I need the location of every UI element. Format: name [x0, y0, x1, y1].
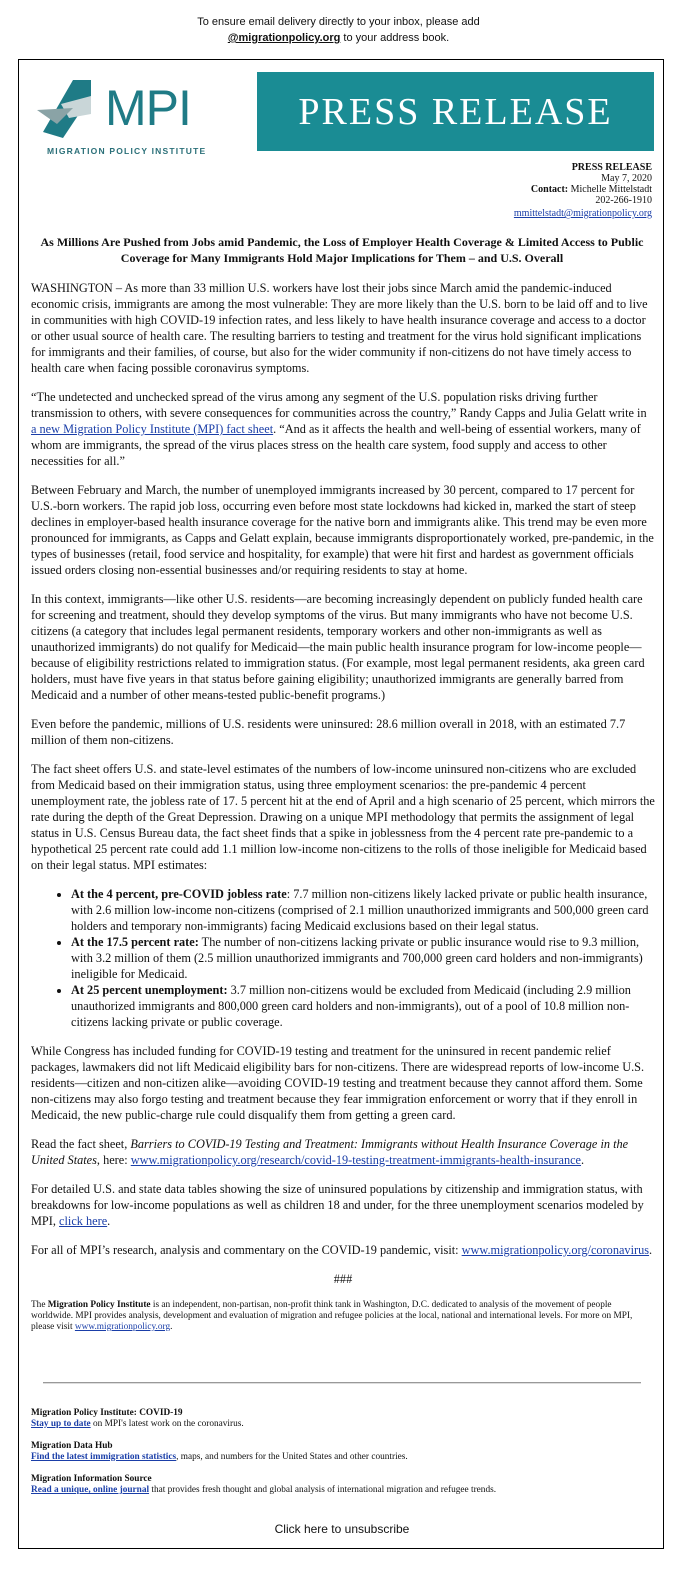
press-release-banner: PRESS RELEASE — [257, 72, 654, 151]
preheader-line2-suffix: to your address book. — [340, 32, 450, 44]
mpi-website-link[interactable]: www.migrationpolicy.org — [74, 1322, 171, 1332]
contact-email-link[interactable]: mmittelstadt@migrationpolicy.org — [513, 208, 652, 219]
mpi-logo-mark-icon — [33, 74, 103, 144]
online-journal-link[interactable]: Read a unique, online journal — [31, 1485, 150, 1495]
fact-sheet-title: Barriers to COVID-19 Testing and Treatment: Immigrants without Health Insurance Coverage in the United States — [31, 1137, 629, 1167]
email-frame — [18, 59, 664, 1549]
fact-sheet-url-link[interactable]: www.migrationpolicy.org/research/covid-19-testing-treatment-immigrants-health-insurance — [130, 1153, 582, 1167]
fact-sheet-link[interactable]: a new Migration Policy Institute (MPI) fact sheet — [31, 422, 274, 436]
end-marker: ### — [333, 1272, 353, 1286]
mpi-logo[interactable] — [33, 74, 243, 154]
estimates-list — [31, 886, 655, 1030]
paragraph: Read the fact sheet, Barriers to COVID-19 Testing and Treatment: Immigrants without Health Insurance Coverage in the United States, here: www.migrationpolicy.org/research/covid-19-testing-treatment-immigrants-health-insurance. — [31, 1137, 629, 1167]
divider — [43, 1382, 641, 1384]
immigration-statistics-link[interactable]: Find the latest immigration statistics — [31, 1452, 177, 1462]
paragraph: For detailed U.S. and state data tables showing the size of uninsured populations by citizenship and immigration status, with breakdowns for low-income populations as well as children 18 and under, for the three unemployment scenarios modeled by MPI, click here. — [31, 1182, 644, 1228]
covid-updates-link[interactable]: Stay up to date — [31, 1419, 91, 1429]
contact-heading: Contact: — [530, 184, 569, 195]
paragraph: Between February and March, the number of unemployed immigrants increased by 30 percent, compared to 17 percent for U.S.-born workers. The rapid job loss, occurring even before most state lockdowns had kicked in, marked the start of steep declines in employer-based health insurance coverage for the native born and immigrants alike. This trend may be even more pronounced for immigrants, as Capps and Gelatt explain, because immigrants disproportionately worked, pre-pandemic, in the types of businesses (retail, food service and hospitality, for example) that were hit first and hardest as government officials issued orders closing non-essential businesses and/or requiring residents to stay at home. — [31, 483, 654, 577]
preheader — [0, 14, 677, 46]
preheader-line2 — [0, 30, 677, 46]
contact-phone: 202-266-1910 — [595, 195, 652, 206]
preheader-email[interactable]: @migrationpolicy.org — [227, 32, 341, 44]
paragraph: The fact sheet offers U.S. and state-level estimates of the numbers of low-income uninsured non-citizens who are excluded from Medicaid based on their immigration status, using three employment scenarios: the pre-pandemic 4 percent unemployment rate, the jobless rate of 17. 5 percent hit at the end of April and a high scenario of 25 percent, which mirrors the rate during the depth of the Great Depression. Drawing on a unique MPI methodology that permits the assignment of legal status in U.S. Census Bureau data, the fact sheet finds that a spike in joblessness from the 4 percent rate pre-pandemic to a hypothetical 25 percent rate could add 1.1 million low-income non-citizens to the rolls of those ineligible for Medicaid based on their legal status. MPI estimates: — [31, 762, 655, 872]
preheader-line1: To ensure email delivery directly to your inbox, please add — [197, 16, 480, 28]
paragraph: In this context, immigrants—like other U.S. residents—are becoming increasingly dependent on publicly funded health care for screening and treatment, should they develop symptoms of the virus. But many immigrants who have not become U.S. citizens (a category that includes legal permanent residents, temporary workers and other non-immigrants as well as unauthorized immigrants) do not qualify for Medicaid—the main public health insurance program for low-income people—because of eligibility restrictions related to immigration status. (For example, most legal permanent residents, aka green card holders, must have five years in that status before gaining eligibility; unauthorized immigrants are generally barred from Medicaid and a number of other means-tested public-benefit programs.) — [31, 592, 645, 702]
headline: As Millions Are Pushed from Jobs amid Pandemic, the Loss of Employer Health Coverage & Limited Access to Public Coverage for Many Immigrants Hold Major Implications for Them – and U.S. Overall — [40, 235, 644, 265]
paragraph: While Congress has included funding for COVID-19 testing and treatment for the uninsured in recent pandemic relief packages, lawmakers did not lift Medicaid eligibility bars for non-citizens. There are widespread reports of low-income U.S. residents—citizen and non-citizen alike—avoiding COVID-19 testing and treatment because they cannot afford them. Some non-citizens may also forgo testing and treatment because they fear immigration enforcement or worry that if they enroll in Medicaid, the new public-charge rule could disqualify them from getting a green card. — [31, 1044, 645, 1122]
logo-text: MPI — [105, 80, 191, 136]
paragraph: “The undetected and unchecked spread of the virus among any segment of the U.S. population risks driving further transmission to others, with severe consequences for communities across the country,” Randy Capps and Julia Gelatt write in a new Migration Policy Institute (MPI) fact sheet. “And as it affects the health and well-being of essential workers, many of whom are immigrants, the spread of the virus places stress on the health care system, food supply and access to other necessities for all.” — [31, 390, 647, 468]
release-date: May 7, 2020 — [601, 173, 652, 184]
paragraph: WASHINGTON – As more than 33 million U.S. workers have lost their jobs since March amid the pandemic-induced economic crisis, immigrants are among the most vulnerable: They are more likely than the U.S. born to be laid off and to live in communities with high COVID-19 infection rates, and less likely to have health insurance coverage and access to a doctor or other usual source of health care. The resulting barriers to testing and treatment for the virus hold significant implications for immigrants and their families, of course, but also for the wider community if non-citizens do not have timely access to health care when facing possible coronavirus symptoms. — [31, 281, 648, 375]
footer-block-datahub: Migration Data Hub Find the latest immigration statistics, maps, and numbers for the United States and other countries. — [31, 1441, 408, 1462]
logo-subtitle: MIGRATION POLICY INSTITUTE — [47, 146, 207, 156]
contact-block — [514, 162, 652, 219]
list-item: • At the 4 percent, pre-COVID jobless rate: 7.7 million non-citizens likely lacked private or public health insurance, with 2.6 million low-income non-citizens (comprised of 2.1 million unauthorized immigrants and 500,000 green card holders and temporary non-immigrants) facing Medicaid exclusions based on their legal status. — [71, 886, 655, 934]
contact-label: PRESS RELEASE — [571, 162, 652, 173]
list-item: • At the 17.5 percent rate: The number of non-citizens lacking private or public insurance would rise to 9.3 million, with 3.2 million of them (2.5 million unauthorized immigrants and 700,000 green card holders and non-immigrants) ineligible for Medicaid. — [71, 934, 655, 982]
contact-name: Michelle Mittelstadt — [570, 184, 652, 195]
footer-block-covid: Migration Policy Institute: COVID-19 Stay up to date on MPI's latest work on the coronavirus. — [31, 1408, 244, 1429]
coronavirus-link[interactable]: www.migrationpolicy.org/coronavirus — [461, 1243, 650, 1257]
paragraph: Even before the pandemic, millions of U.S. residents were uninsured: 28.6 million overall in 2018, with an estimated 7.7 million of them non-citizens. — [31, 717, 626, 747]
footer-links — [31, 1408, 655, 1507]
article-body — [31, 280, 655, 1353]
unsubscribe-link[interactable]: Click here to unsubscribe — [274, 1522, 410, 1536]
about-mpi: The Migration Policy Institute is an independent, non-partisan, non-profit think tank in Washington, D.C. dedicated to analysis of the movement of people worldwide. MPI provides analysis, development and evaluation of migration and refugee policies at the local, national and international levels. For more on MPI, please visit www.migrationpolicy.org. — [31, 1300, 633, 1332]
list-item: • At 25 percent unemployment: 3.7 million non-citizens would be excluded from Medicaid (including 2.9 million unauthorized immigrants and 800,000 green card holders and non-immigrants), out of a pool of 10.8 million non-citizens lacking private or public coverage. — [71, 982, 655, 1030]
data-tables-link[interactable]: click here — [59, 1214, 108, 1228]
footer-block-source: Migration Information Source Read a unique, online journal that provides fresh thought and global analysis of international migration and refugee trends. — [31, 1474, 497, 1495]
paragraph: For all of MPI’s research, analysis and commentary on the COVID-19 pandemic, visit: www.migrationpolicy.org/coronavirus. — [31, 1243, 653, 1257]
